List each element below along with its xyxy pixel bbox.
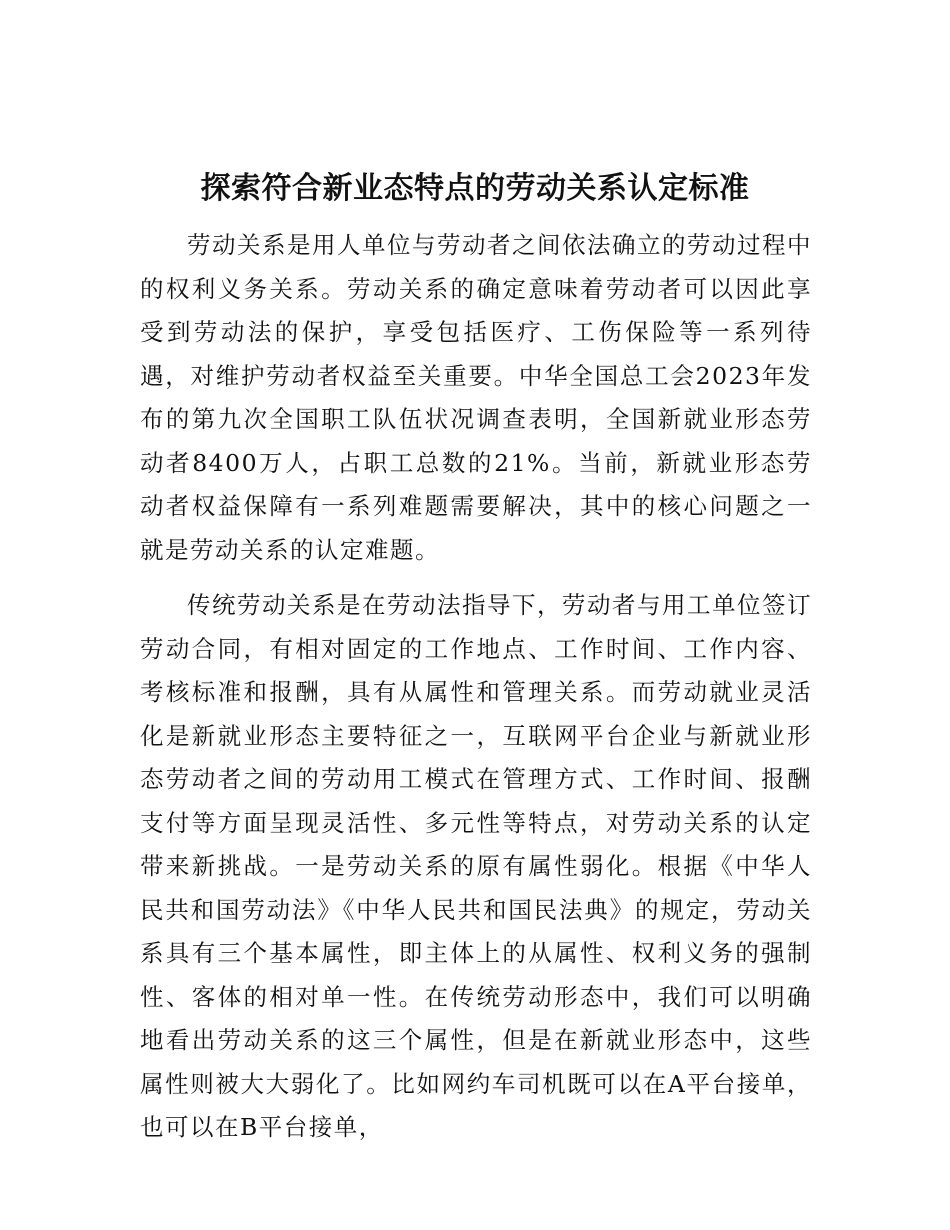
paragraph-2: 传统劳动关系是在劳动法指导下，劳动者与用工单位签订劳动合同，有相对固定的工作地点、工作时间、工作内容、考核标准和报酬，具有从属性和管理关系。而劳动就业灵活化是新就业形态主要特征之一，互联网平台企业与新就业形态劳动者之间的劳动用工模式在管理方式、工作时间、报酬支付等方面呈现灵活性、多元性等特点，对劳动关系的认定带来新挑战。一是劳动关系的原有属性弱化。根据《中华人民共和国劳动法》《中华人民共和国民法典》的规定，劳动关系具有三个基本属性，即主体上的从属性、权利义务的强制性、客体的相对单一性。在传统劳动形态中，我们可以明确地看出劳动关系的这三个属性，但是在新就业形态中，这些属性则被大大弱化了。比如网约车司机既可以在A平台接单，也可以在B平台接单， bbox=[140, 591, 812, 1141]
document-body bbox=[140, 224, 812, 1162]
document-title: 探索符合新业态特点的劳动关系认定标准 bbox=[200, 171, 750, 206]
paragraph-1: 劳动关系是用人单位与劳动者之间依法确立的劳动过程中的权利义务关系。劳动关系的确定意味着劳动者可以因此享受到劳动法的保护，享受包括医疗、工伤保险等一系列待遇，对维护劳动者权益至关重要。中华全国总工会2023年发布的第九次全国职工队伍状况调查表明，全国新就业形态劳动者8400万人，占职工总数的21%。当前，新就业形态劳动者权益保障有一系列难题需要解决，其中的核心问题之一就是劳动关系的认定难题。 bbox=[140, 231, 812, 564]
